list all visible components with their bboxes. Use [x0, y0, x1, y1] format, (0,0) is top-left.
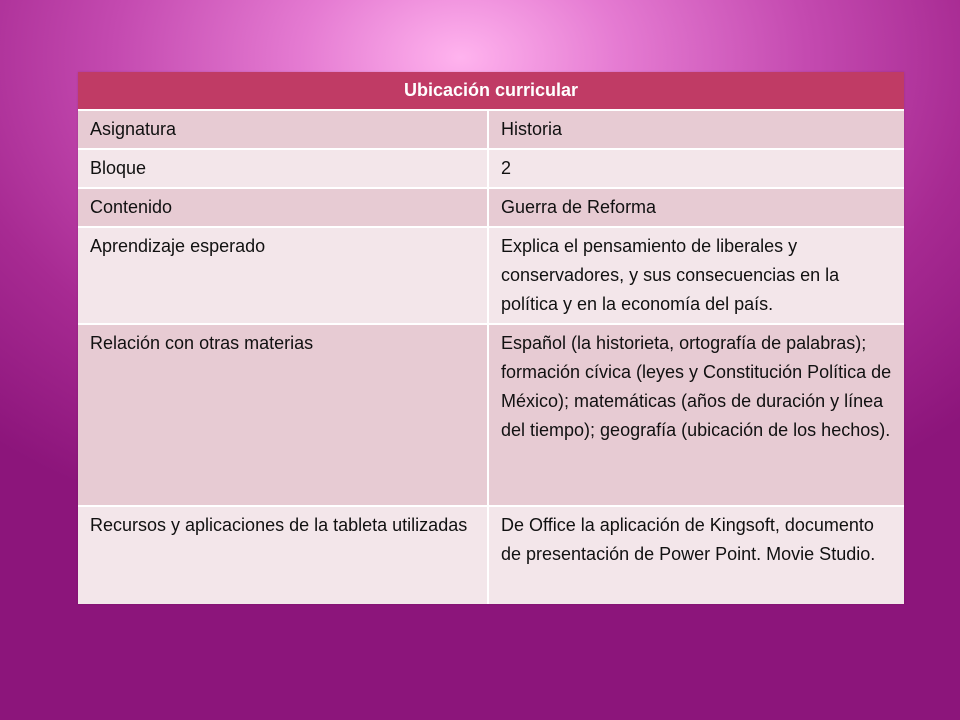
curricular-location-table	[78, 72, 904, 604]
row-label: Asignatura	[78, 110, 488, 149]
row-value: Guerra de Reforma	[488, 188, 904, 227]
row-value: 2	[488, 149, 904, 188]
table-row	[78, 324, 904, 506]
table-row	[78, 227, 904, 324]
table-row	[78, 188, 904, 227]
table-row	[78, 149, 904, 188]
row-value: Español (la historieta, ortografía de palabras); formación cívica (leyes y Constitución Política de México); matemáticas (años de duración y línea del tiempo); geografía (ubicación de los hechos).	[488, 324, 904, 506]
row-value: Explica el pensamiento de liberales y conservadores, y sus consecuencias en la política y en la economía del país.	[488, 227, 904, 324]
table-header-row	[78, 72, 904, 110]
row-label: Contenido	[78, 188, 488, 227]
row-value: De Office la aplicación de Kingsoft, documento de presentación de Power Point. Movie Studio.	[488, 506, 904, 604]
row-label: Recursos y aplicaciones de la tableta utilizadas	[78, 506, 488, 604]
row-label: Aprendizaje esperado	[78, 227, 488, 324]
row-label: Bloque	[78, 149, 488, 188]
table-header: Ubicación curricular	[78, 72, 904, 110]
table-row	[78, 506, 904, 604]
table-row	[78, 110, 904, 149]
row-value: Historia	[488, 110, 904, 149]
row-label: Relación con otras materias	[78, 324, 488, 506]
